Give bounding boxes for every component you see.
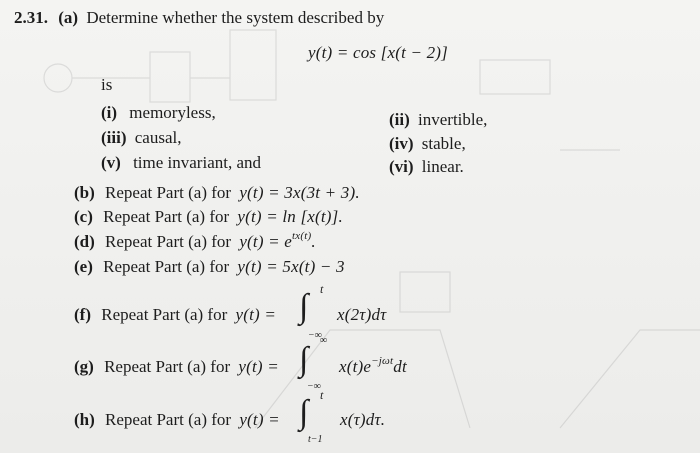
property-i: (i) memoryless, xyxy=(101,103,216,122)
integrand-h: x(τ)dτ. xyxy=(340,410,386,429)
part-h: (h) Repeat Part (a) for y(t) = xyxy=(74,410,280,429)
equation-a: y(t) = cos [x(t − 2)] xyxy=(308,43,448,62)
property-vi: (vi) linear. xyxy=(389,157,464,176)
integral-sign-g: ∫ xyxy=(299,341,309,378)
part-f: (f) Repeat Part (a) for y(t) = xyxy=(74,305,277,324)
part-a-label: (a) xyxy=(58,8,79,27)
part-c: (c) Repeat Part (a) for y(t) = ln [x(t)]. xyxy=(74,207,343,226)
equation-e: y(t) = 5x(t) − 3 xyxy=(237,257,345,276)
equation-b: y(t) = 3x(3t + 3). xyxy=(239,183,360,202)
property-iv: (iv) stable, xyxy=(389,134,466,153)
integral-f-upper: t xyxy=(320,282,324,296)
part-e: (e) Repeat Part (a) for y(t) = 5x(t) − 3 xyxy=(74,257,345,276)
integral-h-lower: t−1 xyxy=(308,434,323,445)
property-ii: (ii) invertible, xyxy=(389,110,488,129)
part-g: (g) Repeat Part (a) for y(t) = xyxy=(74,357,279,376)
integrand-g: $x(t)e^{-j\omega t}dt$ xyxy=(339,355,407,376)
property-v: (v) time invariant, and xyxy=(101,153,262,172)
property-iii: (iii) causal, xyxy=(101,128,182,147)
equation-d: $y(t) = e^{tx(t)}$. xyxy=(239,230,316,251)
integral-h-upper: t xyxy=(320,388,324,402)
is-text: is xyxy=(101,75,113,94)
integral-sign-f: ∫ xyxy=(299,288,309,325)
part-d: (d) Repeat Part (a) for $y(t) = e^{tx(t)}$. xyxy=(74,230,316,251)
part-b: (b) Repeat Part (a) for y(t) = 3x(3t + 3). xyxy=(74,183,360,202)
integral-f-lower: −∞ xyxy=(308,330,322,341)
problem-number: 2.31. xyxy=(14,8,48,27)
part-a-text: Determine whether the system described by xyxy=(86,8,385,27)
equation-f-lhs: y(t) = xyxy=(235,305,277,324)
integral-g-lower: −∞ xyxy=(307,381,321,392)
integral-sign-h: ∫ xyxy=(299,394,309,431)
equation-g-lhs: y(t) = xyxy=(238,357,279,376)
integral-g-upper: ∞ xyxy=(320,335,328,346)
equation-h-lhs: y(t) = xyxy=(239,410,280,429)
integrand-f: x(2τ)dτ xyxy=(337,305,387,324)
equation-c: y(t) = ln [x(t)]. xyxy=(237,207,343,226)
problem-header xyxy=(14,8,384,28)
